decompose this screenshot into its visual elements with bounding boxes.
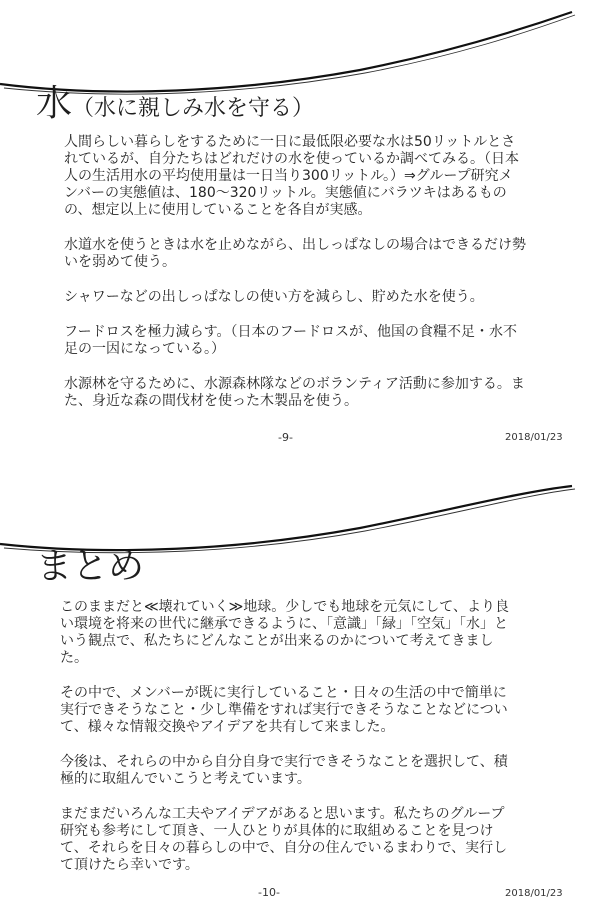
page-title — [36, 83, 315, 124]
title-main: 水 — [36, 83, 73, 124]
paragraph: まだまだいろんな工夫やアイデアがあると思います。私たちのグループ研究も参考にして頂き、一人ひとりが具体的に取組めることを見つけて、それらを日々の暮らしの中で、自分の住んでいるまわりで、実行して頂けたら幸いです。 — [60, 806, 508, 873]
title-sub: （水に親しみ水を守る） — [72, 96, 315, 121]
title-main: まとめ — [36, 546, 145, 587]
paragraph: 水道水を使うときは水を止めながら、出しっぱなしの場合はできるだけ勢いを弱めて使う。 — [64, 237, 526, 270]
paragraph: 今後は、それらの中から自分自身で実行できそうなことを選択して、積極的に取組んでいこうと考えています。 — [60, 754, 508, 787]
page-number: -10- — [258, 886, 280, 899]
body-text — [60, 599, 516, 892]
body-text — [64, 134, 526, 428]
page-date: 2018/01/23 — [505, 888, 563, 899]
page-number: -9- — [278, 431, 293, 444]
paragraph: その中で、メンバーが既に実行していること・日々の生活の中で簡単に実行できそうなこと・少し準備をすれば実行できそうなことなどについて、様々な情報交換やアイデアを共有して来ました。 — [60, 685, 508, 735]
paragraph: 水源林を守るために、水源森林隊などのボランティア活動に参加する。また、身近な森の間伐材を使った木製品を使う。 — [64, 376, 525, 409]
paragraph: 人間らしい暮らしをするために一日に最低限必要な水は50リットルとされているが、自分たちはどれだけの水を使っているか調べてみる。（日本人の生活用水の平均使用量は一日当り300リットル。）⇒グループ研究メンバーの実態値は、180～320リットル。実態値にバラツキはあるものの、想定以上に使用していることを各自が実感。 — [64, 134, 519, 218]
page-9 — [0, 0, 600, 452]
paragraph: フードロスを極力減らす。（日本のフードロスが、他国の食糧不足・水不足の一因になっている。） — [64, 324, 518, 357]
wave-decoration — [0, 0, 600, 95]
paragraph: このままだと≪壊れていく≫地球。少しでも地球を元気にして、より良い環境を将来の世代に継承できるように、「意識」「緑」「空気」「水」という観点で、私たちにどんなことが出来るのかについて考えてきました。 — [60, 599, 510, 666]
page-10 — [0, 452, 600, 907]
page-title — [36, 546, 145, 587]
page-date: 2018/01/23 — [505, 432, 563, 443]
paragraph: シャワーなどの出しっぱなしの使い方を減らし、貯めた水を使う。 — [64, 289, 484, 305]
